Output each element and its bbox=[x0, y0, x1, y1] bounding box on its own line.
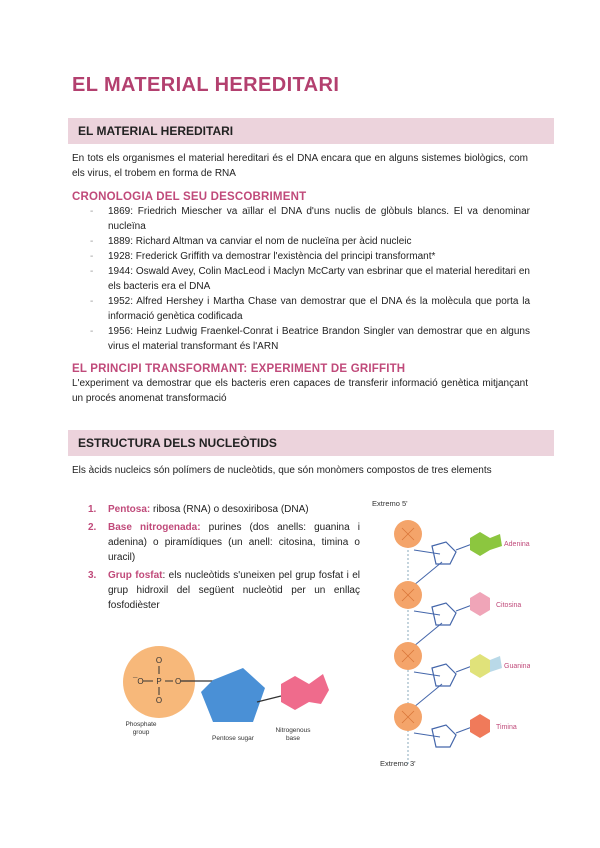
list-item: - 1928: Frederick Griffith va demostrar l'existència del principi transformant* bbox=[90, 251, 436, 262]
base-ring bbox=[470, 532, 490, 556]
chronology-heading: CRONOLOGIA DEL SEU DESCOBRIMENT bbox=[72, 191, 307, 203]
griffith-paragraph: L'experiment va demostrar que els bacteris eren capaces de transferir informació genètica mitjançant un procés anomenat transformació bbox=[72, 378, 528, 404]
nucleotide-unit bbox=[394, 642, 530, 686]
base-name: Adenina bbox=[504, 541, 530, 548]
phosphate-detail-marks bbox=[402, 528, 414, 723]
base-name: Timina bbox=[496, 724, 517, 731]
base-ring-five bbox=[309, 674, 329, 704]
dna-strand-diagram bbox=[362, 494, 530, 776]
list-item: - 1869: Friedrich Miescher va aïllar el DNA d'uns nuclis de glòbuls blancs. El va denominar nucleïna bbox=[90, 206, 530, 232]
nucleotide-unit bbox=[394, 581, 521, 625]
section-heading-bar bbox=[68, 118, 554, 144]
list-bullet: - bbox=[90, 251, 94, 262]
phosphate-label: group bbox=[132, 729, 150, 736]
intro-paragraph: En tots els organismes el material hereditari és el DNA encara que en alguns sistemes biològics, com els virus, el trobem en forma de RNA bbox=[72, 153, 528, 179]
base-name: Citosina bbox=[496, 602, 522, 609]
nucleotide-intro-paragraph: Els àcids nucleics són polímers de nucleòtids, que són monòmers compostos de tres elements bbox=[72, 465, 492, 476]
list-bullet: - bbox=[90, 206, 94, 217]
section-heading: EL MATERIAL HEREDITARI bbox=[78, 124, 234, 138]
base-ring bbox=[470, 592, 490, 616]
atom-o-left: ¯O bbox=[133, 677, 144, 686]
glycosidic-bond bbox=[456, 727, 472, 733]
nucleotide-diagram bbox=[115, 640, 330, 770]
base-ring bbox=[470, 654, 490, 678]
nucleotide-unit bbox=[394, 703, 517, 747]
atom-o-right: O bbox=[175, 677, 182, 686]
atom-p: P bbox=[156, 677, 162, 686]
base-ring bbox=[490, 656, 502, 672]
base-ring bbox=[490, 534, 502, 550]
page-title: EL MATERIAL HEREDITARI bbox=[72, 74, 340, 96]
list-bullet: - bbox=[90, 326, 94, 337]
list-item: - 1944: Oswald Avey, Colin MacLeod i Maclyn McCarty van esbrinar que el material hereditari en els bacteris era el DNA bbox=[90, 266, 530, 292]
list-item: 1. Pentosa: ribosa (RNA) o desoxiribosa (DNA) bbox=[88, 504, 309, 515]
base-label: Nitrogenous bbox=[275, 727, 311, 734]
list-bullet: - bbox=[90, 236, 94, 247]
nucleotide-parts-list bbox=[88, 502, 360, 616]
section-heading: ESTRUCTURA DELS NUCLEÒTIDS bbox=[78, 436, 277, 450]
glycosidic-bond bbox=[456, 544, 472, 550]
list-bullet: - bbox=[90, 266, 94, 277]
sugar-label: Pentose sugar bbox=[212, 735, 254, 742]
three-prime-label: Extremo 3' bbox=[380, 759, 416, 768]
nucleotide-unit bbox=[394, 520, 530, 564]
five-prime-label: Extremo 5' bbox=[372, 499, 408, 508]
list-item: 2. Base nitrogenada: purines (dos anells: guanina i adenina) o piramídiques (un anell: citosina, timina o uracil) bbox=[88, 522, 360, 563]
base-ring bbox=[470, 714, 490, 738]
glycosidic-bond bbox=[456, 666, 472, 672]
list-item: - 1952: Alfred Hershey i Martha Chase van demostrar que el DNA és la molècula que porta la informació genètica codificada bbox=[90, 296, 530, 322]
chronology-list bbox=[72, 204, 530, 354]
base-name: Guanina bbox=[504, 663, 530, 670]
base-label: base bbox=[285, 735, 301, 742]
atom-o-top: O bbox=[155, 656, 163, 665]
atom-o-bottom: O bbox=[155, 696, 163, 705]
glycosidic-bond bbox=[456, 605, 472, 611]
list-item: - 1956: Heinz Ludwig Fraenkel-Conrat i Beatrice Brandon Singler van demostrar que en alguns virus el material transformant és l'ARN bbox=[90, 326, 530, 352]
griffith-heading: EL PRINCIPI TRANSFORMANT: EXPERIMENT DE GRIFFITH bbox=[72, 363, 406, 375]
list-item: - 1889: Richard Altman va canviar el nom de nucleïna per àcid nucleic bbox=[90, 236, 412, 247]
list-item: 3. Grup fosfat: els nucleòtids s'uneixen pel grup fosfat i el grup hidroxil del següent nucleòtid per un enllaç fosfodièster bbox=[88, 570, 361, 611]
pentose-sugar-shape bbox=[201, 668, 265, 722]
base-ring-six bbox=[281, 676, 309, 710]
section-heading-bar bbox=[68, 430, 554, 456]
list-bullet: - bbox=[90, 296, 94, 307]
phosphate-label: Phosphate bbox=[125, 721, 157, 728]
